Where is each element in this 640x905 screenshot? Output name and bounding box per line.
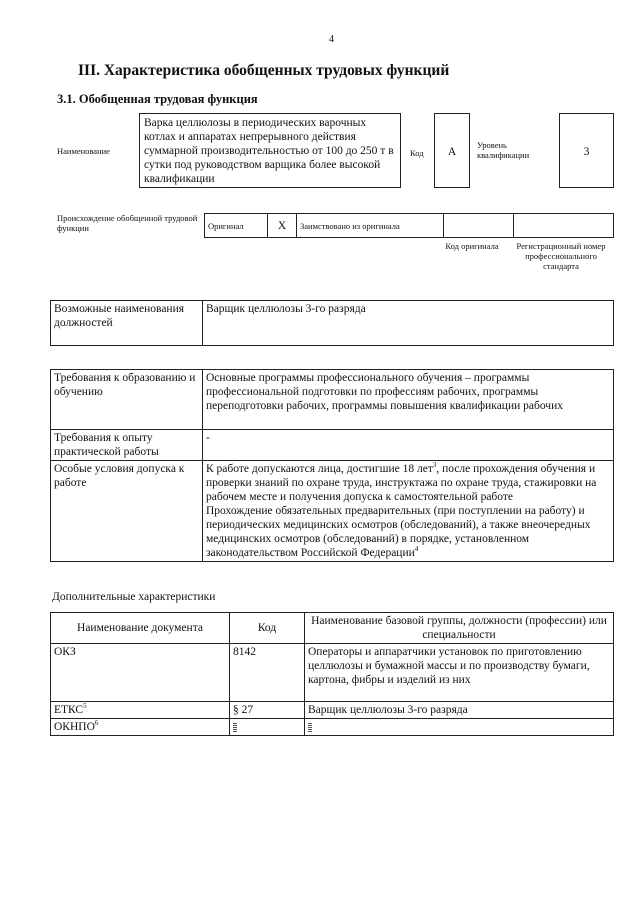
additional-table xyxy=(50,612,614,736)
okz-name: Операторы и аппаратчики установок по приготовлению целлюлозы и бумажной массы и по производству бумаги, картона, фибры и изделий из них xyxy=(305,644,614,702)
etks-name: Варщик целлюлозы 3-го разряда xyxy=(305,702,614,719)
okz-doc-label: ОКЗ xyxy=(54,646,76,658)
footnote-4: 4 xyxy=(414,545,419,554)
header-group-name: Наименование базовой группы, должности (профессии) или специальности xyxy=(305,613,614,644)
reg-number-cell xyxy=(514,214,614,238)
requirements-table xyxy=(50,369,614,562)
admission-label: Особые условия допуска к работе xyxy=(51,461,203,562)
section-title: III. Характеристика обобщенных трудовых функций xyxy=(78,62,450,79)
original-label: Оригинал xyxy=(205,214,268,238)
page-number: 4 xyxy=(329,34,334,45)
admission-text-a: К работе допускаются лица, достигшие 18 лет xyxy=(206,463,433,475)
etks-code: § 27 xyxy=(230,702,305,719)
positions-label: Возможные наименования должностей xyxy=(51,301,203,346)
footnote-5: 5 xyxy=(83,702,87,711)
education-label: Требования к образованию и обучению xyxy=(51,370,203,430)
function-name-box xyxy=(139,113,401,188)
hatch-mark-icon xyxy=(308,722,312,732)
education-value: Основные программы профессионального обучения – программы профессиональной подготовки по профессиям рабочих, программы переподготовки рабочих, программы повышения квалификации рабочих xyxy=(203,370,614,430)
code-label: Код xyxy=(410,148,424,158)
code-original-cell xyxy=(444,214,514,238)
level-label: Уровень квалификации xyxy=(477,140,530,160)
admission-text-b: , после прохождения обучения и проверки знаний по охране труда, инструктажа по охране труда, стажировки на рабочем месте и получения допуска к самостоятельной работе xyxy=(206,463,597,503)
additional-title: Дополнительные характеристики xyxy=(52,591,216,603)
original-mark: X xyxy=(268,214,297,238)
header-code: Код xyxy=(230,613,305,644)
origin-label: Происхождение обобщенной трудовой функции xyxy=(57,213,198,233)
code-original-label: Код оригинала xyxy=(445,241,499,251)
experience-label: Требования к опыту практической работы xyxy=(51,430,203,461)
okz-doc xyxy=(51,644,230,702)
etks-doc-label: ЕТКС xyxy=(54,704,84,716)
code-value: А xyxy=(447,146,457,158)
footnote-3: 3 xyxy=(432,461,437,470)
name-label: Наименование xyxy=(57,146,110,156)
subsection-title: 3.1. Обобщенная трудовая функция xyxy=(57,92,258,106)
borrowed-label: Заимствовано из оригинала xyxy=(297,214,444,238)
oknpo-doc xyxy=(51,719,230,736)
oknpo-name xyxy=(305,719,614,736)
admission-value xyxy=(203,461,614,562)
origin-table xyxy=(204,213,614,238)
etks-doc xyxy=(51,702,230,719)
experience-value: - xyxy=(203,430,614,461)
admission-text-c: Прохождение обязательных предварительных (при поступлении на работу) и периодических медицинских осмотров (обследований), а также внеочередных медицинских осмотров (обследований) в порядке, установленном законодательством Российской Федерации xyxy=(206,505,591,559)
code-box xyxy=(434,113,470,188)
oknpo-code xyxy=(230,719,305,736)
hatch-mark-icon xyxy=(233,722,237,732)
level-box xyxy=(559,113,614,188)
reg-number-label: Регистрационный номер профессионального стандарта xyxy=(516,241,606,271)
function-name-value: Варка целлюлозы в периодических варочных котлах и аппаратах непрерывного действия суммарной производительностью от 100 до 250 т в сутки под руководством варщика более высокой квалификации xyxy=(144,117,394,185)
header-document: Наименование документа xyxy=(51,613,230,644)
footnote-6: 6 xyxy=(94,719,99,728)
positions-value: Варщик целлюлозы 3-го разряда xyxy=(203,301,614,346)
positions-table xyxy=(50,300,614,346)
oknpo-doc-label: ОКНПО xyxy=(54,721,95,733)
okz-code: 8142 xyxy=(230,644,305,702)
level-value: 3 xyxy=(583,146,590,158)
